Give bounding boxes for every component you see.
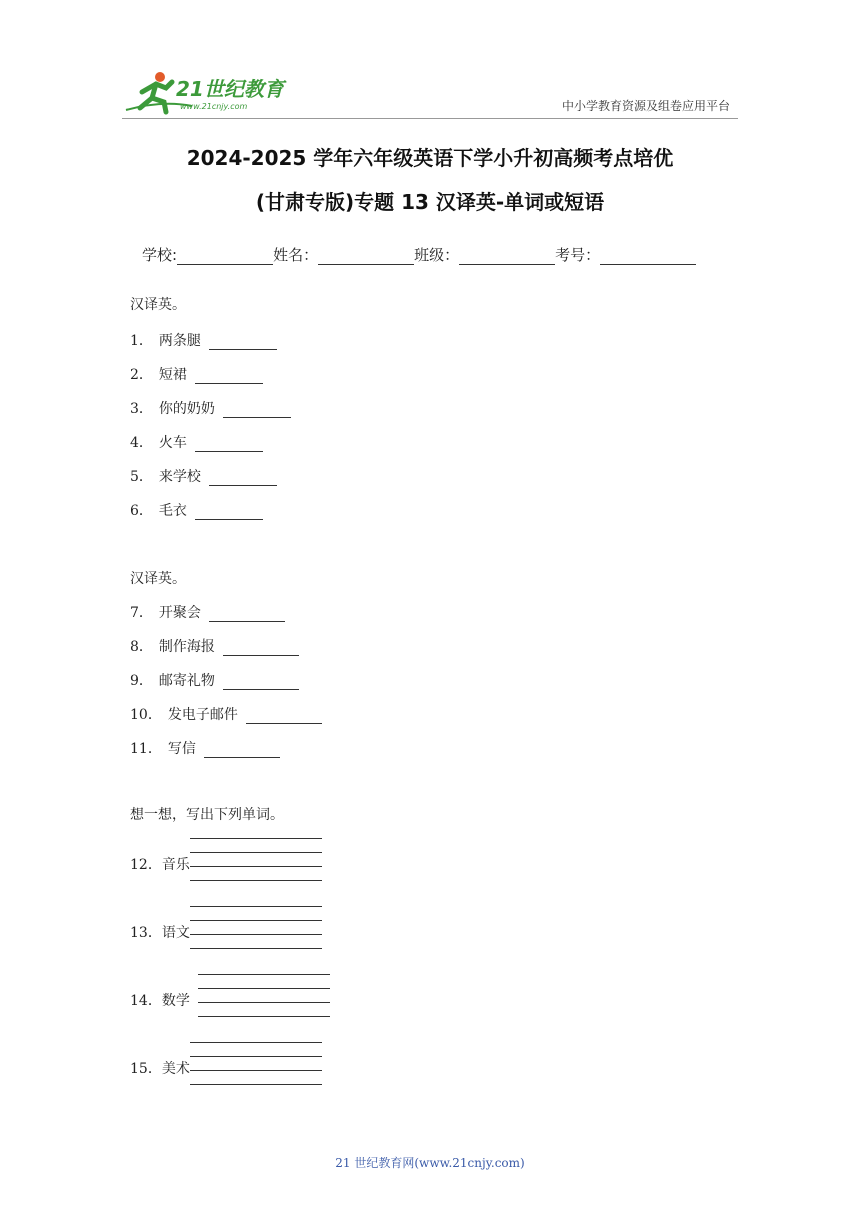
answer-line[interactable]: [198, 974, 330, 975]
question-text: 短裙: [158, 367, 187, 383]
answer-blank[interactable]: [209, 471, 277, 486]
section-3-label: 想一想，写出下列单词。: [130, 807, 284, 823]
header-platform-text: 中小学教育资源及组卷应用平台: [561, 99, 730, 113]
question-5: [130, 466, 277, 486]
school-label: 学校:: [142, 246, 178, 264]
answer-line[interactable]: [190, 934, 322, 935]
question-text: 来学校: [158, 469, 201, 485]
exam-no-blank[interactable]: [600, 246, 696, 265]
exam-no-label: 考号：: [555, 246, 601, 264]
answer-line[interactable]: [190, 1042, 322, 1043]
question-text: 邮寄礼物: [158, 673, 215, 689]
logo-text: 21世纪教育: [176, 77, 284, 101]
question-3: [130, 398, 291, 418]
answer-blank[interactable]: [223, 675, 299, 690]
question-text: 开聚会: [158, 605, 201, 621]
answer-blank[interactable]: [209, 607, 285, 622]
question-13: [130, 922, 190, 942]
question-text: 两条腿: [158, 333, 201, 349]
header-divider: [122, 118, 738, 119]
answer-line[interactable]: [190, 838, 322, 839]
question-text: 发电子邮件: [167, 707, 238, 723]
answer-line[interactable]: [198, 988, 330, 989]
answer-blank[interactable]: [195, 505, 263, 520]
question-7: [130, 602, 285, 622]
class-blank[interactable]: [459, 246, 555, 265]
name-label: 姓名：: [273, 246, 319, 264]
answer-blank[interactable]: [246, 709, 322, 724]
class-label: 班级：: [414, 246, 460, 264]
question-1: [130, 330, 277, 350]
answer-line[interactable]: [190, 906, 322, 907]
answer-line[interactable]: [190, 1056, 322, 1057]
answer-line[interactable]: [190, 948, 322, 949]
section-1-label: 汉译英。: [130, 297, 186, 313]
logo: [122, 68, 292, 116]
question-11: [130, 738, 280, 758]
question-text: 美术: [161, 1061, 190, 1077]
answer-blank[interactable]: [223, 641, 299, 656]
logo-url: www.21cnjy.com: [180, 102, 248, 111]
student-info-row: [142, 244, 696, 265]
answer-line[interactable]: [198, 1016, 330, 1017]
answer-line[interactable]: [190, 880, 322, 881]
answer-line[interactable]: [190, 920, 322, 921]
question-number: 2．: [130, 367, 153, 383]
question-number: 1．: [130, 333, 153, 349]
question-text: 你的奶奶: [158, 401, 215, 417]
question-number: 3．: [130, 401, 153, 417]
answer-blank[interactable]: [195, 437, 263, 452]
question-number: 6．: [130, 503, 153, 519]
question-number: 8．: [130, 639, 153, 655]
section-2-label: 汉译英。: [130, 571, 186, 587]
answer-line[interactable]: [190, 866, 322, 867]
answer-blank[interactable]: [204, 743, 280, 758]
question-text: 语文: [161, 925, 190, 941]
question-number: 5．: [130, 469, 153, 485]
answer-blank[interactable]: [223, 403, 291, 418]
logo-runner-icon: [122, 68, 292, 116]
question-number: 15．: [130, 1061, 162, 1077]
answer-blank[interactable]: [209, 335, 277, 350]
page-title-line1: 2024-2025 学年六年级英语下学小升初高频考点培优: [186, 146, 674, 170]
question-text: 音乐: [161, 857, 190, 873]
page-title-line2: (甘肃专版)专题 13 汉译英-单词或短语: [255, 190, 605, 214]
question-number: 14．: [130, 993, 162, 1009]
question-number: 4．: [130, 435, 153, 451]
question-number: 13．: [130, 925, 162, 941]
name-blank[interactable]: [318, 246, 414, 265]
question-text: 制作海报: [158, 639, 215, 655]
question-9: [130, 670, 299, 690]
question-number: 10．: [130, 707, 162, 723]
answer-blank[interactable]: [195, 369, 263, 384]
question-8: [130, 636, 299, 656]
footer-link[interactable]: 21 世纪教育网(www.21cnjy.com): [335, 1156, 525, 1170]
question-2: [130, 364, 263, 384]
question-number: 7．: [130, 605, 153, 621]
question-4: [130, 432, 263, 452]
question-number: 11．: [130, 741, 162, 757]
question-6: [130, 500, 263, 520]
question-12: [130, 854, 190, 874]
question-text: 写信: [167, 741, 196, 757]
question-number: 12．: [130, 857, 162, 873]
answer-line[interactable]: [190, 1084, 322, 1085]
question-14: [130, 990, 190, 1010]
school-blank[interactable]: [177, 246, 273, 265]
question-15: [130, 1058, 190, 1078]
answer-line[interactable]: [190, 852, 322, 853]
answer-line[interactable]: [190, 1070, 322, 1071]
question-10: [130, 704, 322, 724]
answer-line[interactable]: [198, 1002, 330, 1003]
question-number: 9．: [130, 673, 153, 689]
question-text: 数学: [161, 993, 190, 1009]
question-text: 毛衣: [158, 503, 187, 519]
question-text: 火车: [158, 435, 187, 451]
